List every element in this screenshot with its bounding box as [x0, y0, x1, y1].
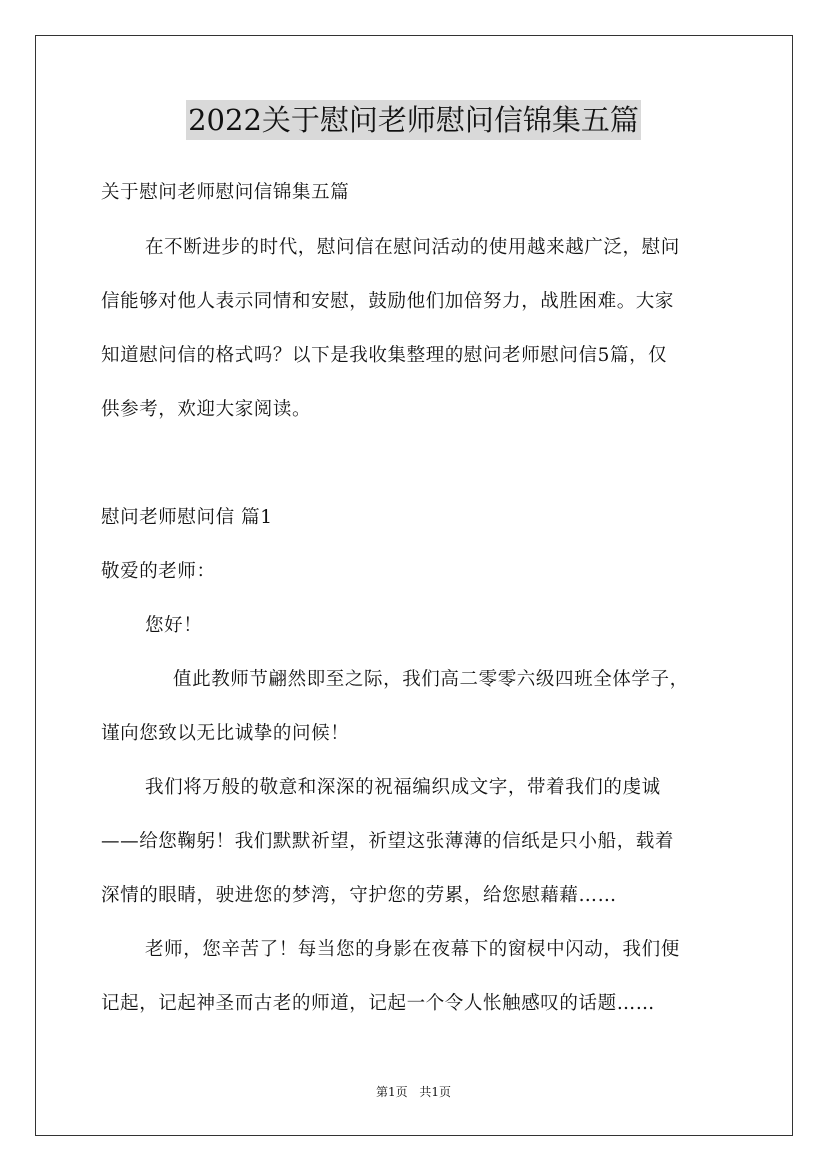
paragraph-line: 记起，记起神圣而古老的师道，记起一个令人怅触感叹的话题…… [101, 993, 655, 1014]
page-number: 第1页 [375, 1085, 408, 1099]
paragraph-line: 值此教师节翩然即至之际，我们高二零零六级四班全体学子， [173, 669, 689, 690]
paragraph-line: 谨向您致以无比诚挚的问候！ [101, 723, 350, 744]
greeting: 您好！ [145, 615, 203, 636]
intro-line: 供参考，欢迎大家阅读。 [101, 399, 312, 420]
salutation: 敬爱的老师： [101, 561, 216, 582]
title-container [0, 100, 827, 140]
section-heading: 慰问老师慰问信 篇1 [101, 507, 273, 528]
paragraph-line: 深情的眼睛，驶进您的梦湾，守护您的劳累，给您慰藉藉…… [101, 885, 617, 906]
page-footer [0, 1084, 827, 1100]
subtitle: 关于慰问老师慰问信锦集五篇 [101, 182, 350, 203]
document-title: 2022关于慰问老师慰问信锦集五篇 [186, 100, 641, 140]
paragraph-line: 老师，您辛苦了！每当您的身影在夜幕下的窗棂中闪动，我们便 [145, 939, 680, 960]
intro-line: 在不断进步的时代，慰问信在慰问活动的使用越来越广泛，慰问 [145, 237, 680, 258]
paragraph-line: 我们将万般的敬意和深深的祝福编织成文字，带着我们的虔诚 [145, 777, 661, 798]
page-total: 共1页 [419, 1085, 452, 1099]
intro-line: 知道慰问信的格式吗？以下是我收集整理的慰问老师慰问信5篇，仅 [101, 345, 668, 366]
intro-line: 信能够对他人表示同情和安慰，鼓励他们加倍努力，战胜困难。大家 [101, 291, 675, 312]
paragraph-line: ——给您鞠躬！我们默默祈望，祈望这张薄薄的信纸是只小船，载着 [101, 831, 675, 852]
